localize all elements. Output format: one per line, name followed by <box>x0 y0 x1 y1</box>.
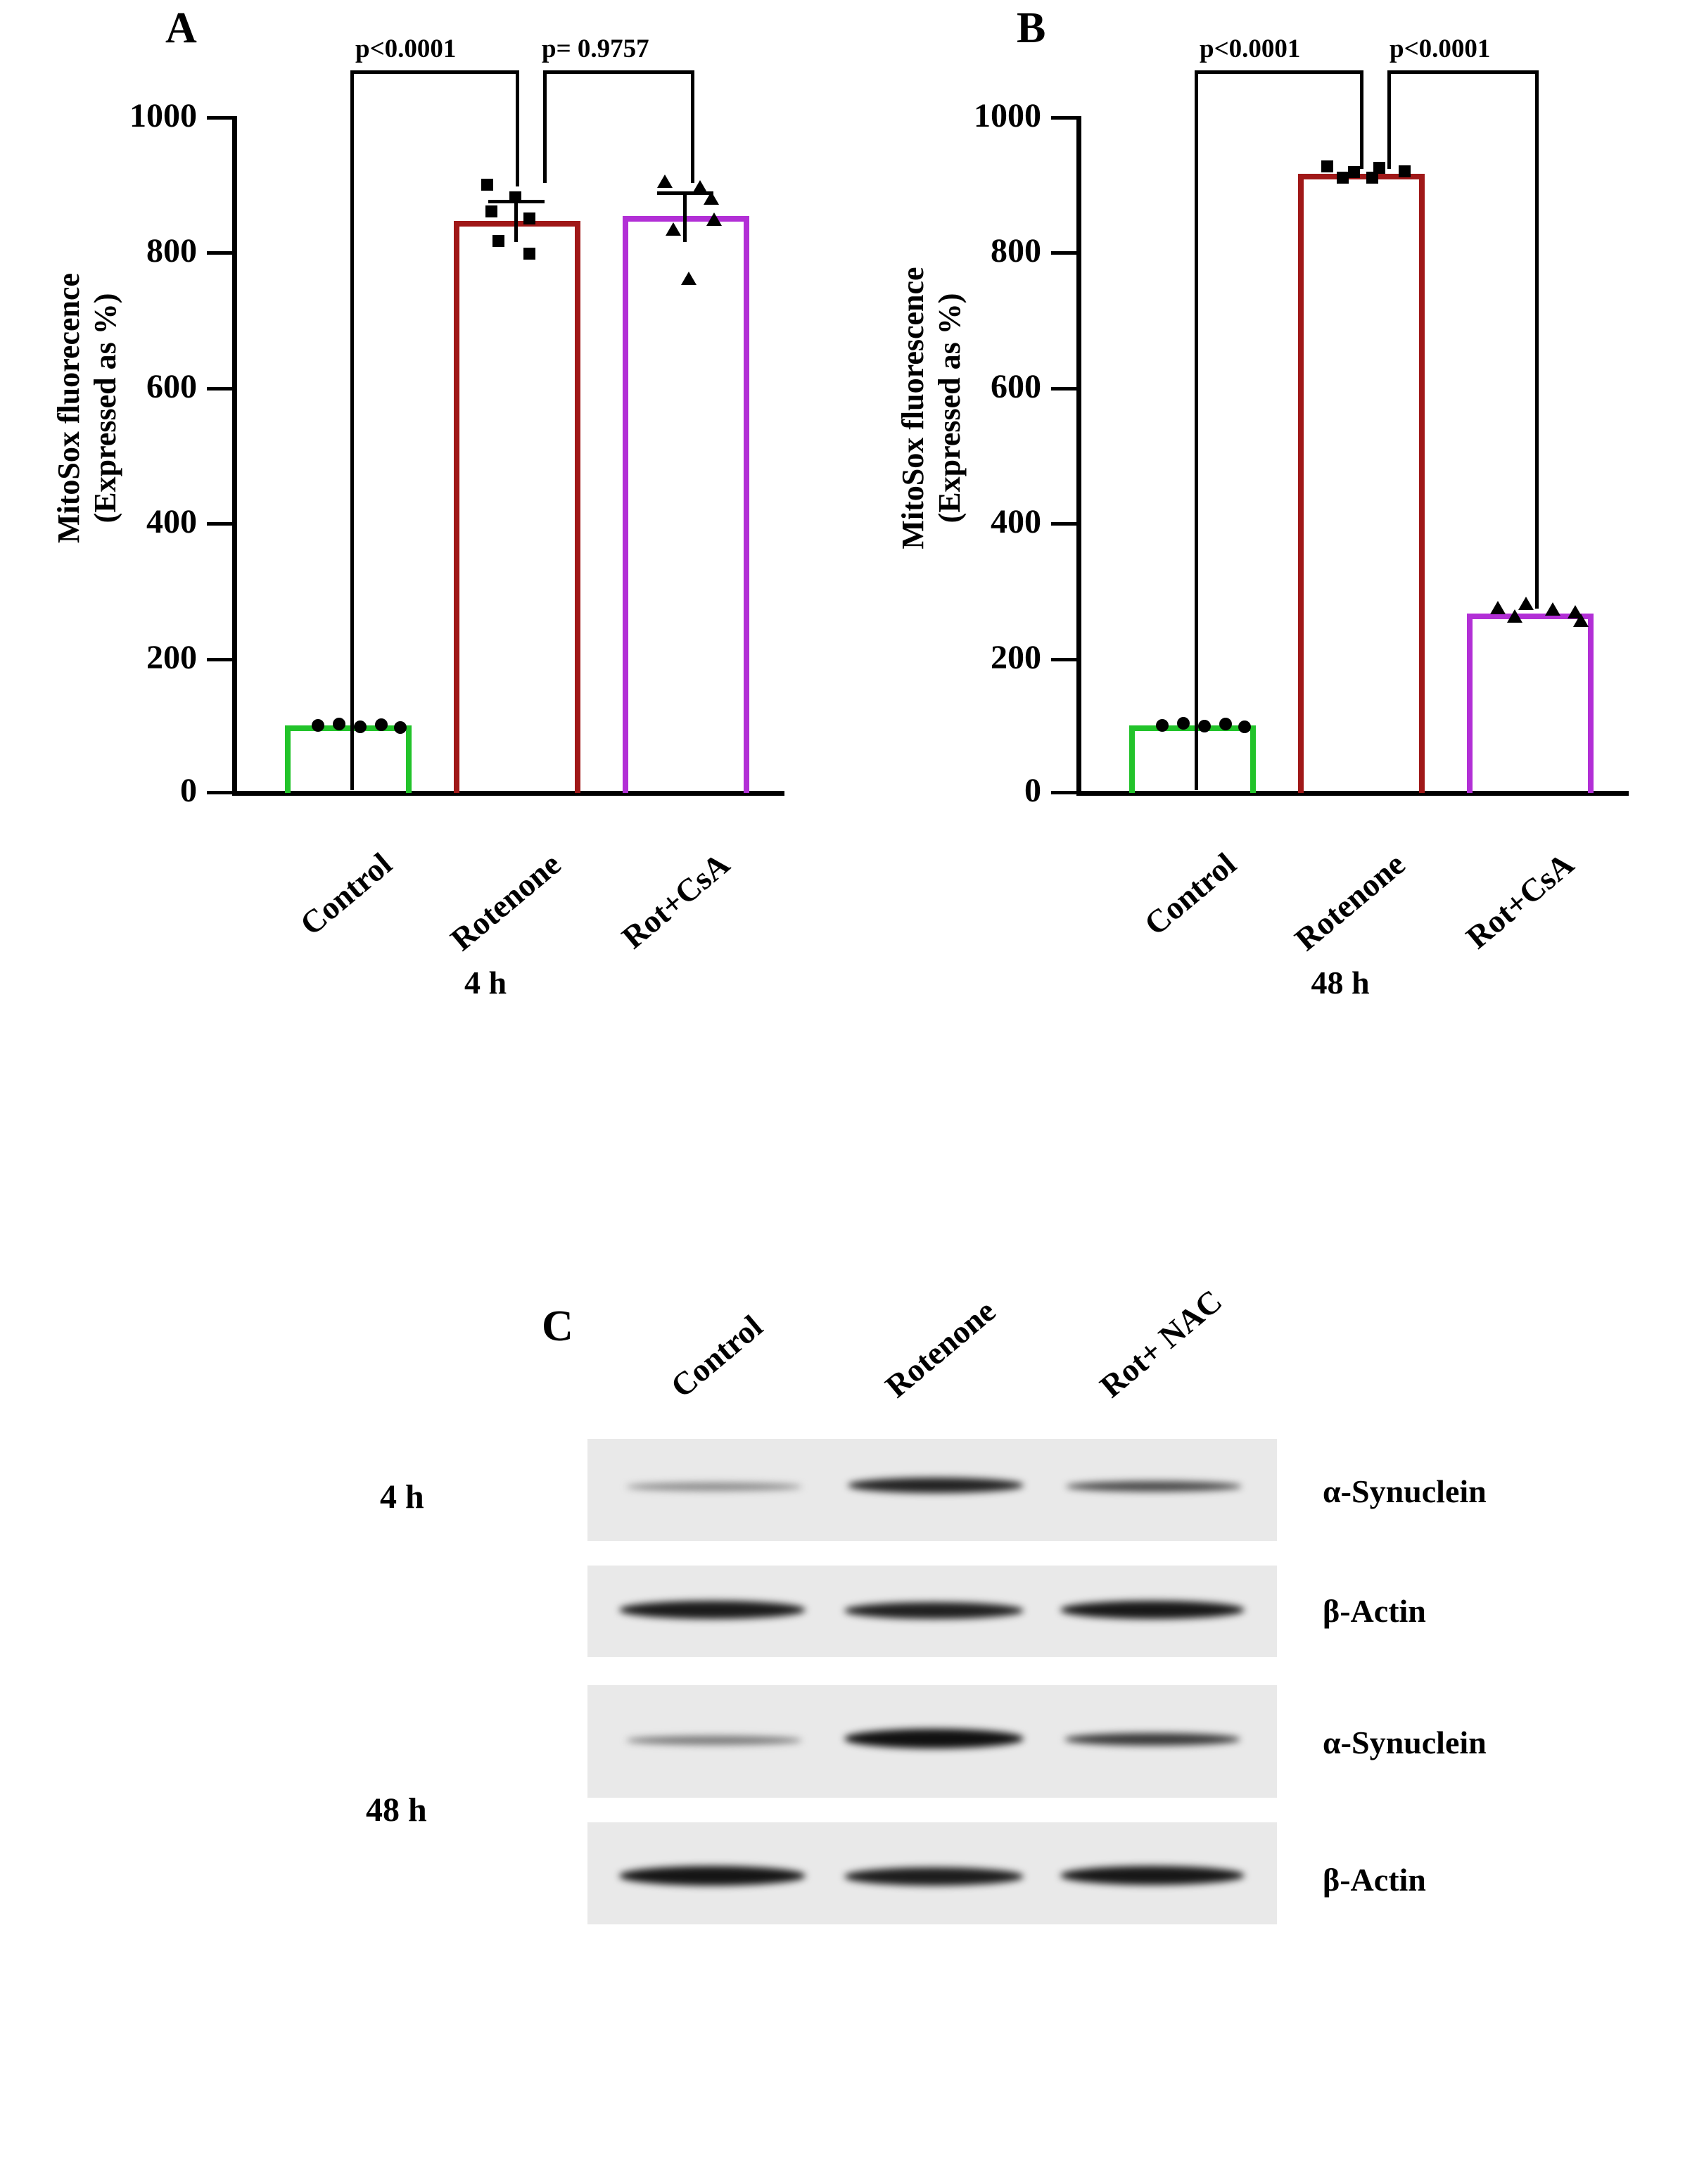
panel-c-blot-strip-2 <box>587 1566 1277 1657</box>
panel-a-bar-rotenone[interactable] <box>454 221 580 793</box>
blot-band <box>626 1736 802 1745</box>
blot-band <box>1060 1601 1245 1619</box>
blot-band <box>844 1602 1024 1619</box>
panel-b-point-control <box>1238 720 1251 733</box>
panel-b-tick-400 <box>1051 522 1079 526</box>
panel-a-sig-bracket-2-left <box>543 70 547 183</box>
panel-c-time-label-4h: 4 h <box>380 1478 424 1516</box>
panel-a-category-label-rot-csa: Rot+CsA <box>615 845 737 956</box>
panel-a-sig-label-2: p= 0.9757 <box>542 34 649 63</box>
panel-b-point-rotenone <box>1399 165 1411 177</box>
panel-a-point-rot-csa <box>706 212 722 226</box>
blot-band <box>1060 1866 1245 1885</box>
panel-b-tick-600 <box>1051 387 1079 391</box>
panel-a-sig-bracket-1-right <box>516 70 519 186</box>
panel-a-point-control <box>394 721 407 734</box>
panel-b-sig-bracket-2-top <box>1387 70 1539 74</box>
panel-b-tick-1000 <box>1051 116 1079 120</box>
blot-band <box>1066 1481 1242 1492</box>
panel-a-errorbar-rotenone <box>514 200 518 242</box>
panel-a-tick-label-800: 800 <box>146 232 197 269</box>
panel-a-y-axis-title <box>51 155 124 661</box>
panel-b-bar-rotenone[interactable] <box>1298 174 1425 793</box>
panel-c-blot-strip-3 <box>587 1685 1277 1798</box>
panel-a-point-rotenone <box>492 235 504 247</box>
panel-a-tick-label-1000: 1000 <box>129 97 197 134</box>
panel-b-point-control <box>1219 718 1232 730</box>
panel-a-y-axis <box>232 116 237 795</box>
panel-a-bar-rot-csa[interactable] <box>623 216 749 793</box>
panel-a-point-rotenone <box>523 248 535 260</box>
panel-b-point-control <box>1198 720 1211 732</box>
panel-b-y-axis <box>1076 116 1081 795</box>
panel-b-point-rot-csa <box>1545 602 1560 616</box>
panel-b-point-control <box>1177 717 1190 730</box>
panel-b-sig-bracket-1-right <box>1360 70 1363 169</box>
panel-a-sig-bracket-2-top <box>543 70 694 74</box>
panel-c-blot-strip-4 <box>587 1822 1277 1924</box>
panel-b-category-label-control: Control <box>1137 845 1243 943</box>
panel-b <box>844 0 1685 1055</box>
panel-b-tick-200 <box>1051 658 1079 661</box>
panel-a <box>0 0 844 1055</box>
panel-b-category-label-rotenone: Rotenone <box>1287 845 1412 958</box>
panel-b-category-label-rot-csa: Rot+CsA <box>1459 845 1581 956</box>
panel-b-tick-label-400: 400 <box>991 503 1041 540</box>
panel-b-point-rot-csa <box>1518 597 1534 610</box>
panel-b-tick-label-1000: 1000 <box>974 97 1041 134</box>
panel-b-sig-bracket-1-left <box>1195 70 1198 790</box>
panel-a-point-control <box>333 718 345 730</box>
panel-a-bar-control[interactable] <box>285 725 412 793</box>
panel-a-tick-label-400: 400 <box>146 503 197 540</box>
panel-c-blot-strip-1 <box>587 1439 1277 1541</box>
panel-a-sig-label-1: p<0.0001 <box>355 34 457 63</box>
panel-a-sig-bracket-1-top <box>350 70 519 74</box>
panel-b-point-rot-csa <box>1573 614 1589 627</box>
panel-c-lane-label-rotenone: Rotenone <box>878 1293 1003 1405</box>
panel-b-y-axis-title-line2: (Expressed as %) <box>931 293 967 523</box>
panel-b-y-axis-title-line1: MitoSox fluorescence <box>896 267 930 550</box>
panel-b-bar-control[interactable] <box>1129 725 1256 793</box>
panel-b-point-control <box>1156 719 1169 732</box>
panel-b-letter: B <box>1017 4 1046 52</box>
blot-band <box>626 1483 802 1491</box>
panel-a-tick-0 <box>207 791 235 794</box>
panel-c-protein-label-2: β-Actin <box>1323 1593 1426 1629</box>
panel-b-bar-rot-csa[interactable] <box>1467 614 1594 793</box>
panel-b-point-rotenone <box>1348 166 1360 178</box>
panel-a-letter: A <box>165 4 197 52</box>
panel-a-point-rot-csa <box>681 272 697 285</box>
panel-b-tick-label-600: 600 <box>991 368 1041 405</box>
panel-b-point-rot-csa <box>1490 601 1506 614</box>
blot-band <box>844 1729 1024 1748</box>
panel-a-point-control <box>354 720 367 733</box>
panel-a-point-control <box>312 719 324 732</box>
panel-b-point-rotenone <box>1337 172 1349 184</box>
panel-a-point-rot-csa <box>704 191 719 205</box>
panel-a-point-control <box>375 718 388 731</box>
panel-a-tick-label-600: 600 <box>146 368 197 405</box>
panel-c-protein-label-3: α-Synuclein <box>1323 1725 1487 1760</box>
panel-c-lane-label-control: Control <box>663 1307 770 1405</box>
panel-a-point-rotenone <box>485 205 497 217</box>
panel-b-sig-bracket-1-top <box>1195 70 1363 74</box>
panel-a-point-rotenone <box>509 191 521 203</box>
panel-a-tick-label-0: 0 <box>180 772 197 809</box>
panel-a-tick-800 <box>207 251 235 255</box>
panel-a-sig-bracket-2-right <box>691 70 694 183</box>
panel-c-lane-label-rot-nac: Rot+ NAC <box>1093 1282 1229 1405</box>
panel-b-sig-bracket-2-right <box>1535 70 1539 609</box>
panel-a-tick-400 <box>207 522 235 526</box>
panel-a-point-rotenone <box>523 212 535 224</box>
panel-a-sig-bracket-1-left <box>350 70 354 790</box>
panel-a-errorbar-rot-csa <box>683 191 687 242</box>
panel-a-tick-200 <box>207 658 235 661</box>
panel-a-tick-label-200: 200 <box>146 639 197 676</box>
panel-b-point-rot-csa <box>1507 609 1522 623</box>
panel-a-x-axis-title: 4 h <box>464 965 507 1001</box>
panel-a-category-label-control: Control <box>293 845 399 943</box>
panel-b-point-rotenone <box>1366 172 1378 184</box>
panel-b-tick-label-0: 0 <box>1024 772 1041 809</box>
panel-b-point-rotenone <box>1321 160 1333 172</box>
panel-c-letter: C <box>542 1302 573 1350</box>
panel-a-point-rotenone <box>481 179 493 191</box>
panel-b-x-axis-title: 48 h <box>1311 965 1370 1001</box>
blot-band <box>619 1866 806 1886</box>
panel-b-sig-label-1: p<0.0001 <box>1200 34 1301 63</box>
panel-c-protein-label-1: α-Synuclein <box>1323 1473 1487 1509</box>
panel-b-tick-800 <box>1051 251 1079 255</box>
panel-a-y-axis-title-line1: MitoSox fluorecence <box>51 272 86 544</box>
panel-c-time-label-48h: 48 h <box>366 1791 427 1829</box>
panel-a-tick-600 <box>207 387 235 391</box>
blot-band <box>844 1867 1024 1886</box>
panel-b-tick-label-800: 800 <box>991 232 1041 269</box>
blot-band <box>1064 1733 1240 1746</box>
panel-a-category-label-rotenone: Rotenone <box>443 845 568 958</box>
panel-b-sig-bracket-2-left <box>1387 70 1391 169</box>
panel-c <box>0 1266 1685 2184</box>
panel-c-protein-label-4: β-Actin <box>1323 1862 1426 1898</box>
panel-a-y-axis-title-line2: (Expressed as %) <box>87 293 122 523</box>
blot-band <box>619 1601 806 1619</box>
panel-b-tick-label-200: 200 <box>991 639 1041 676</box>
panel-b-tick-0 <box>1051 791 1079 794</box>
panel-b-sig-label-2: p<0.0001 <box>1390 34 1491 63</box>
blot-band <box>848 1478 1024 1493</box>
panel-b-y-axis-title <box>895 155 968 661</box>
panel-a-point-rot-csa <box>666 222 681 236</box>
panel-a-tick-1000 <box>207 116 235 120</box>
panel-a-point-rot-csa <box>657 174 673 188</box>
